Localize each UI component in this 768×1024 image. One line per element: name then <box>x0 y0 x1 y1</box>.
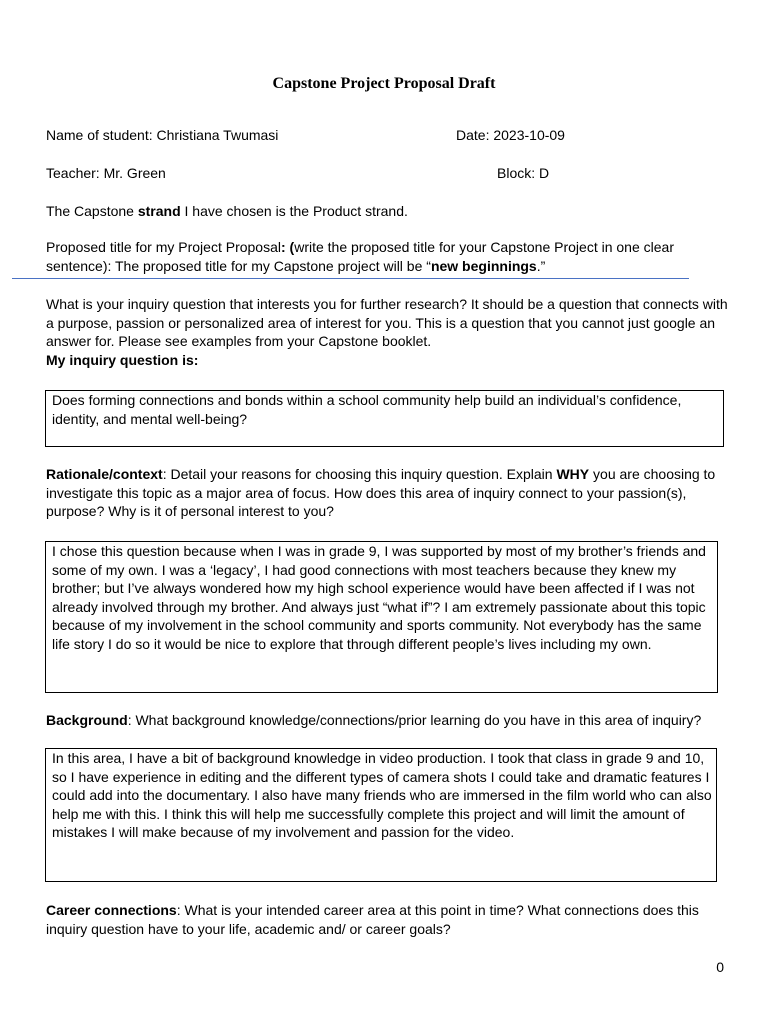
background-answer-line: so I have experience in editing and the different types of camera shots I could take and dramatic features I <box>52 768 710 785</box>
strand-text-pre: The Capstone <box>46 203 138 219</box>
career-prompt <box>46 901 736 938</box>
inquiry-answer-line: Does forming connections and bonds within a school community help build an individual’s confidence, <box>52 392 682 408</box>
proposed-title-bold: : ( <box>281 239 295 255</box>
proposed-title-section <box>46 238 736 275</box>
background-prompt-text: : What background knowledge/connections/prior learning do you have in this area of inquiry? <box>127 712 702 728</box>
block-value: D <box>539 165 550 181</box>
rationale-answer-line: life story I do so it would be nice to explore that through different people’s lives including my own. <box>52 635 652 652</box>
strand-keyword: strand <box>137 203 181 219</box>
background-answer-line: help me with this. I think this will help me successfully complete this project and will limit the amount of <box>52 805 685 822</box>
background-answer-box[interactable] <box>45 748 717 882</box>
teacher-field <box>46 164 166 183</box>
rationale-answer-line: brother; but I’ve always wondered how my high school experience would have been affected if I was not <box>52 580 695 596</box>
strand-text-post: I have chosen is the Product strand. <box>180 203 408 219</box>
rationale-why-keyword: WHY <box>556 466 590 482</box>
inquiry-question-label: My inquiry question is: <box>46 351 199 368</box>
teacher-value: Mr. Green <box>103 165 166 181</box>
date-label: Date: <box>456 127 494 143</box>
inquiry-prompt <box>46 295 736 369</box>
inquiry-prompt-line: What is your inquiry question that interests you for further research? It should be a question that connects with <box>46 296 728 312</box>
rationale-prompt <box>46 465 736 521</box>
block-field <box>497 164 549 183</box>
background-answer-line: mistakes I will make because of my involvement and passion for the video. <box>52 824 515 840</box>
teacher-label: Teacher: <box>46 165 104 181</box>
rationale-answer-line: some of my own. I was a ‘legacy’, I had good connections with most teachers because they knew my <box>52 561 677 578</box>
proposed-title-line-2 <box>46 257 736 276</box>
inquiry-answer-box[interactable] <box>45 390 724 447</box>
page-number: 0 <box>716 959 724 975</box>
block-label: Block: <box>497 165 540 181</box>
background-answer-line: could add into the documentary. I also have many friends who are immersed in the film world who can also <box>52 787 712 803</box>
student-name-field <box>46 126 278 145</box>
section-divider-line <box>12 278 689 279</box>
rationale-prompt-line: investigate this topic as a major area of focus. How does this area of inquiry connect to your passion(s), <box>46 484 687 501</box>
strand-statement <box>46 202 408 221</box>
inquiry-prompt-line: answer for. Please see examples from your Capstone booklet. <box>46 333 432 349</box>
proposed-title-value: new beginnings <box>430 257 537 274</box>
student-name-value: Christiana Twumasi <box>156 127 279 143</box>
career-prompt-text: : What is your intended career area at this point in time? What connections does this <box>176 902 699 918</box>
rationale-answer-line: because of my involvement in the school community and sports community. Not everybody has the same <box>52 617 702 633</box>
proposed-title-sentence: sentence): The proposed title for my Capstone project will be “ <box>46 257 431 274</box>
student-name-label: Name of student: <box>46 127 157 143</box>
inquiry-prompt-line: a purpose, passion or personalized area of interest for you. This is a question that you cannot just google an <box>46 314 716 331</box>
proposed-title-end: .” <box>536 257 546 274</box>
rationale-answer-line: I chose this question because when I was in grade 9, I was supported by most of my brother’s friends and <box>52 543 706 559</box>
career-label: Career connections <box>46 902 177 918</box>
rationale-answer-line: already involved through my brother. And always just “what if”? I am extremely passionate about this topic <box>52 598 706 615</box>
inquiry-answer-line: identity, and mental well-being? <box>52 410 248 427</box>
background-label: Background <box>46 712 128 728</box>
proposed-title-line-1 <box>46 238 736 257</box>
rationale-prompt-text: : Detail your reasons for choosing this inquiry question. Explain <box>162 466 557 482</box>
rationale-prompt-line: purpose? Why is it of personal interest to you? <box>46 503 334 519</box>
background-prompt <box>46 711 701 730</box>
document-title: Capstone Project Proposal Draft <box>272 75 496 92</box>
career-prompt-line: inquiry question have to your life, academic and/ or career goals? <box>46 920 451 937</box>
date-field <box>456 126 565 145</box>
background-answer-line: In this area, I have a bit of background knowledge in video production. I took that class in grade 9 and 10, <box>52 750 705 766</box>
rationale-prompt-text-end: you are choosing to <box>589 466 716 482</box>
date-value: 2023-10-09 <box>493 127 565 143</box>
proposed-title-text: Proposed title for my Project Proposal <box>46 239 281 255</box>
proposed-title-instruction: write the proposed title for your Capstone Project in one clear <box>294 239 674 255</box>
rationale-label: Rationale/context <box>46 466 163 482</box>
rationale-answer-box[interactable] <box>45 541 718 693</box>
